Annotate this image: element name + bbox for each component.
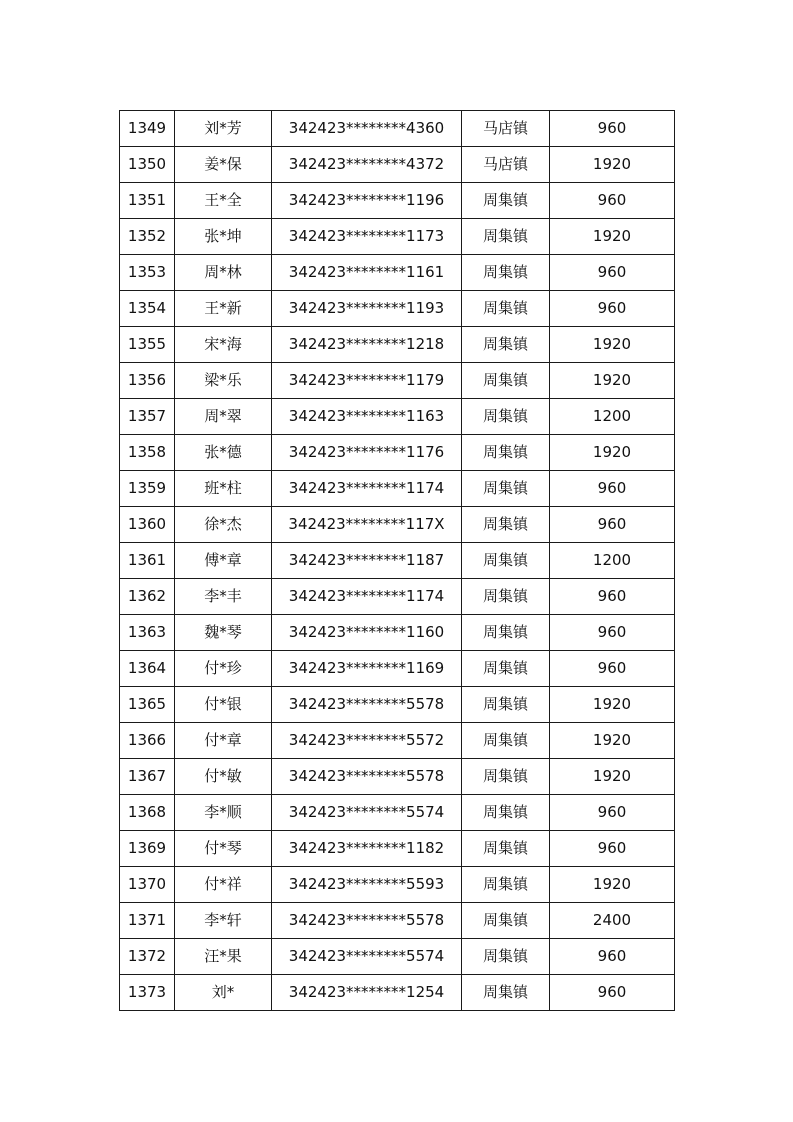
town-cell: 周集镇 bbox=[462, 255, 550, 291]
table-row bbox=[120, 435, 675, 471]
name-cell: 魏*琴 bbox=[175, 615, 272, 651]
town-cell: 周集镇 bbox=[462, 471, 550, 507]
id-number-cell: 342423********1163 bbox=[272, 399, 462, 435]
table-row bbox=[120, 903, 675, 939]
table-row bbox=[120, 579, 675, 615]
town-cell: 周集镇 bbox=[462, 507, 550, 543]
amount-cell: 960 bbox=[550, 831, 675, 867]
amount-cell: 960 bbox=[550, 795, 675, 831]
amount-cell: 1920 bbox=[550, 723, 675, 759]
name-cell: 付*珍 bbox=[175, 651, 272, 687]
row-number-cell: 1352 bbox=[120, 219, 175, 255]
id-number-cell: 342423********5574 bbox=[272, 795, 462, 831]
town-cell: 周集镇 bbox=[462, 219, 550, 255]
id-number-cell: 342423********1193 bbox=[272, 291, 462, 327]
amount-cell: 960 bbox=[550, 615, 675, 651]
row-number-cell: 1350 bbox=[120, 147, 175, 183]
name-cell: 刘*芳 bbox=[175, 111, 272, 147]
id-number-cell: 342423********1174 bbox=[272, 579, 462, 615]
table-row bbox=[120, 255, 675, 291]
name-cell: 李*轩 bbox=[175, 903, 272, 939]
row-number-cell: 1361 bbox=[120, 543, 175, 579]
town-cell: 周集镇 bbox=[462, 543, 550, 579]
town-cell: 周集镇 bbox=[462, 615, 550, 651]
id-number-cell: 342423********1176 bbox=[272, 435, 462, 471]
table-row bbox=[120, 687, 675, 723]
amount-cell: 960 bbox=[550, 291, 675, 327]
row-number-cell: 1362 bbox=[120, 579, 175, 615]
town-cell: 周集镇 bbox=[462, 651, 550, 687]
row-number-cell: 1369 bbox=[120, 831, 175, 867]
name-cell: 徐*杰 bbox=[175, 507, 272, 543]
town-cell: 周集镇 bbox=[462, 759, 550, 795]
id-number-cell: 342423********5578 bbox=[272, 687, 462, 723]
amount-cell: 1920 bbox=[550, 435, 675, 471]
id-number-cell: 342423********1218 bbox=[272, 327, 462, 363]
amount-cell: 1920 bbox=[550, 363, 675, 399]
id-number-cell: 342423********5593 bbox=[272, 867, 462, 903]
name-cell: 汪*果 bbox=[175, 939, 272, 975]
town-cell: 周集镇 bbox=[462, 579, 550, 615]
name-cell: 付*敏 bbox=[175, 759, 272, 795]
table-row bbox=[120, 615, 675, 651]
town-cell: 周集镇 bbox=[462, 867, 550, 903]
table-row bbox=[120, 507, 675, 543]
name-cell: 李*丰 bbox=[175, 579, 272, 615]
name-cell: 张*坤 bbox=[175, 219, 272, 255]
table-row bbox=[120, 651, 675, 687]
id-number-cell: 342423********4360 bbox=[272, 111, 462, 147]
table-row bbox=[120, 183, 675, 219]
town-cell: 周集镇 bbox=[462, 903, 550, 939]
amount-cell: 1920 bbox=[550, 759, 675, 795]
row-number-cell: 1355 bbox=[120, 327, 175, 363]
town-cell: 周集镇 bbox=[462, 687, 550, 723]
id-number-cell: 342423********1179 bbox=[272, 363, 462, 399]
amount-cell: 960 bbox=[550, 111, 675, 147]
name-cell: 张*德 bbox=[175, 435, 272, 471]
name-cell: 周*翠 bbox=[175, 399, 272, 435]
id-number-cell: 342423********1196 bbox=[272, 183, 462, 219]
amount-cell: 1920 bbox=[550, 147, 675, 183]
town-cell: 周集镇 bbox=[462, 795, 550, 831]
row-number-cell: 1357 bbox=[120, 399, 175, 435]
row-number-cell: 1372 bbox=[120, 939, 175, 975]
id-number-cell: 342423********1161 bbox=[272, 255, 462, 291]
table-row bbox=[120, 219, 675, 255]
name-cell: 班*柱 bbox=[175, 471, 272, 507]
town-cell: 周集镇 bbox=[462, 327, 550, 363]
amount-cell: 1920 bbox=[550, 219, 675, 255]
row-number-cell: 1356 bbox=[120, 363, 175, 399]
amount-cell: 960 bbox=[550, 579, 675, 615]
id-number-cell: 342423********4372 bbox=[272, 147, 462, 183]
name-cell: 李*顺 bbox=[175, 795, 272, 831]
table-row bbox=[120, 831, 675, 867]
row-number-cell: 1351 bbox=[120, 183, 175, 219]
town-cell: 周集镇 bbox=[462, 435, 550, 471]
amount-cell: 2400 bbox=[550, 903, 675, 939]
table-row bbox=[120, 759, 675, 795]
name-cell: 宋*海 bbox=[175, 327, 272, 363]
town-cell: 周集镇 bbox=[462, 291, 550, 327]
row-number-cell: 1360 bbox=[120, 507, 175, 543]
id-number-cell: 342423********1173 bbox=[272, 219, 462, 255]
row-number-cell: 1368 bbox=[120, 795, 175, 831]
table-row bbox=[120, 327, 675, 363]
name-cell: 付*琴 bbox=[175, 831, 272, 867]
name-cell: 王*全 bbox=[175, 183, 272, 219]
row-number-cell: 1349 bbox=[120, 111, 175, 147]
table-row bbox=[120, 975, 675, 1011]
row-number-cell: 1366 bbox=[120, 723, 175, 759]
name-cell: 傅*章 bbox=[175, 543, 272, 579]
name-cell: 周*林 bbox=[175, 255, 272, 291]
row-number-cell: 1354 bbox=[120, 291, 175, 327]
id-number-cell: 342423********5578 bbox=[272, 759, 462, 795]
roster-table-body bbox=[120, 111, 675, 1011]
town-cell: 周集镇 bbox=[462, 831, 550, 867]
id-number-cell: 342423********1160 bbox=[272, 615, 462, 651]
amount-cell: 960 bbox=[550, 507, 675, 543]
table-row bbox=[120, 867, 675, 903]
row-number-cell: 1358 bbox=[120, 435, 175, 471]
name-cell: 刘* bbox=[175, 975, 272, 1011]
town-cell: 马店镇 bbox=[462, 111, 550, 147]
name-cell: 姜*保 bbox=[175, 147, 272, 183]
amount-cell: 960 bbox=[550, 183, 675, 219]
id-number-cell: 342423********1254 bbox=[272, 975, 462, 1011]
row-number-cell: 1353 bbox=[120, 255, 175, 291]
id-number-cell: 342423********1182 bbox=[272, 831, 462, 867]
row-number-cell: 1370 bbox=[120, 867, 175, 903]
amount-cell: 1200 bbox=[550, 543, 675, 579]
table-row bbox=[120, 291, 675, 327]
town-cell: 周集镇 bbox=[462, 363, 550, 399]
id-number-cell: 342423********5572 bbox=[272, 723, 462, 759]
id-number-cell: 342423********1169 bbox=[272, 651, 462, 687]
amount-cell: 1200 bbox=[550, 399, 675, 435]
amount-cell: 960 bbox=[550, 939, 675, 975]
id-number-cell: 342423********1187 bbox=[272, 543, 462, 579]
table-row bbox=[120, 363, 675, 399]
amount-cell: 960 bbox=[550, 255, 675, 291]
id-number-cell: 342423********1174 bbox=[272, 471, 462, 507]
town-cell: 周集镇 bbox=[462, 939, 550, 975]
amount-cell: 1920 bbox=[550, 867, 675, 903]
table-row bbox=[120, 147, 675, 183]
row-number-cell: 1364 bbox=[120, 651, 175, 687]
table-row bbox=[120, 795, 675, 831]
id-number-cell: 342423********5574 bbox=[272, 939, 462, 975]
name-cell: 王*新 bbox=[175, 291, 272, 327]
row-number-cell: 1359 bbox=[120, 471, 175, 507]
roster-table bbox=[119, 110, 675, 1011]
town-cell: 周集镇 bbox=[462, 183, 550, 219]
amount-cell: 1920 bbox=[550, 327, 675, 363]
name-cell: 付*章 bbox=[175, 723, 272, 759]
amount-cell: 960 bbox=[550, 651, 675, 687]
table-row bbox=[120, 723, 675, 759]
row-number-cell: 1371 bbox=[120, 903, 175, 939]
amount-cell: 960 bbox=[550, 975, 675, 1011]
table-row bbox=[120, 111, 675, 147]
id-number-cell: 342423********117X bbox=[272, 507, 462, 543]
name-cell: 梁*乐 bbox=[175, 363, 272, 399]
row-number-cell: 1373 bbox=[120, 975, 175, 1011]
town-cell: 马店镇 bbox=[462, 147, 550, 183]
id-number-cell: 342423********5578 bbox=[272, 903, 462, 939]
row-number-cell: 1363 bbox=[120, 615, 175, 651]
amount-cell: 960 bbox=[550, 471, 675, 507]
name-cell: 付*祥 bbox=[175, 867, 272, 903]
amount-cell: 1920 bbox=[550, 687, 675, 723]
town-cell: 周集镇 bbox=[462, 975, 550, 1011]
table-row bbox=[120, 399, 675, 435]
town-cell: 周集镇 bbox=[462, 399, 550, 435]
table-row bbox=[120, 543, 675, 579]
table-row bbox=[120, 471, 675, 507]
town-cell: 周集镇 bbox=[462, 723, 550, 759]
row-number-cell: 1365 bbox=[120, 687, 175, 723]
name-cell: 付*银 bbox=[175, 687, 272, 723]
table-row bbox=[120, 939, 675, 975]
row-number-cell: 1367 bbox=[120, 759, 175, 795]
